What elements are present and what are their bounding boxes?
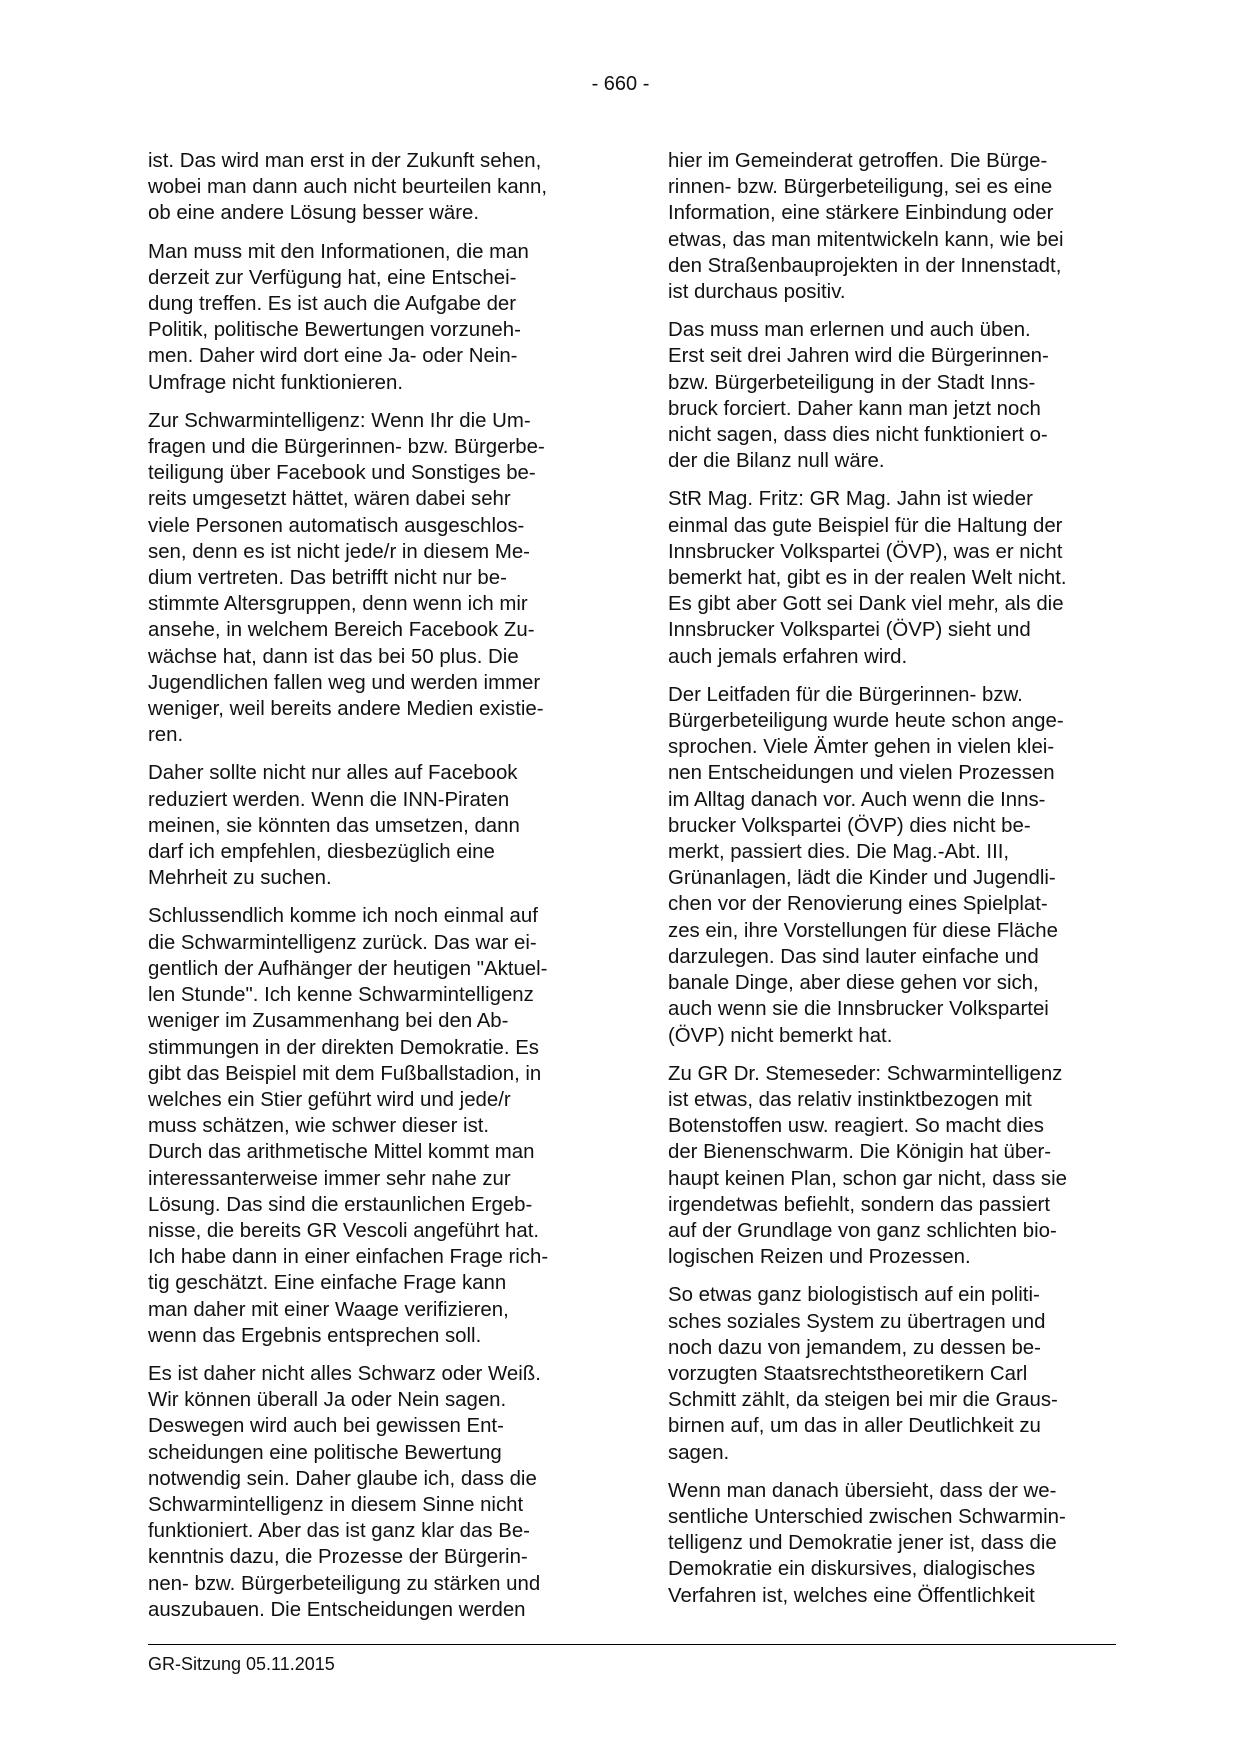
paragraph: Man muss mit den Informationen, die man derzeit zur Verfügung hat, eine Entschei- dung treffen. Es ist auch die Aufgabe der Politik, politische Bewertungen vorzuneh- men. Daher wird dort eine Ja- oder Nein- Umfrage nicht funktionieren. bbox=[148, 240, 529, 394]
paragraph: So etwas ganz biologistisch auf ein politi- sches soziales System zu übertragen und noch dazu von jemandem, zu dessen be- vorzugten Staatsrechtstheoretikern Carl Schmitt zählt, da steigen bei mir die Graus- birnen auf, um das in aller Deutlichkeit zu sagen. bbox=[668, 1284, 1058, 1464]
paragraph: StR Mag. Fritz: GR Mag. Jahn ist wieder einmal das gute Beispiel für die Haltung der Innsbrucker Volkspartei (ÖVP), was er nicht bemerkt hat, gibt es in der realen Welt nicht. Es gibt aber Gott sei Dank viel mehr, als die Innsbrucker Volkspartei (ÖVP) sieht und auch jemals erfahren wird. bbox=[668, 488, 1067, 668]
paragraph: Zur Schwarmintelligenz: Wenn Ihr die Um- fragen und die Bürgerinnen- bzw. Bürgerbe- teiligung über Facebook und Sonstiges be- reits umgesetzt hättet, wären dabei sehr viele Personen automatisch ausgeschlos- sen, denn es ist nicht jede/r in diesem Me- dium vertreten. Das betrifft nicht nur be- stimmte Altersgruppen, denn wenn ich mir ansehe, in welchem Bereich Facebook Zu- wächse hat, dann ist das bei 50 plus. Die Jugendlichen fallen weg und werden immer weniger, weil bereits andere Medien existie- ren. bbox=[148, 409, 545, 747]
paragraph: Zu GR Dr. Stemeseder: Schwarmintelligenz ist etwas, das relativ instinktbezogen mit Botenstoffen usw. reagiert. So macht dies der Bienenschwarm. Die Königin hat über- haupt keinen Plan, schon gar nicht, dass sie irgendetwas befiehlt, sondern das passiert auf der Grundlage von ganz schlichten bio- logischen Reizen und Prozessen. bbox=[668, 1062, 1068, 1269]
left-text-column bbox=[148, 148, 603, 1635]
paragraph: Das muss man erlernen und auch üben. Erst seit drei Jahren wird die Bürgerinnen- bzw. Bürgerbeteiligung in der Stadt Inns- bruck forciert. Daher kann man jetzt noch nicht sagen, dass dies nicht funktioniert o- der die Bilanz null wäre. bbox=[668, 319, 1049, 473]
paragraph: Der Leitfaden für die Bürgerinnen- bzw. Bürgerbeteiligung wurde heute schon ange- sprochen. Viele Ämter gehen in vielen klei- nen Entscheidungen und vielen Prozessen im Alltag danach vor. Auch wenn die Inns- brucker Volkspartei (ÖVP) dies nicht be- merkt, passiert dies. Die Mag.-Abt. III, Grünanlagen, lädt die Kinder und Jugendli- chen vor der Renovierung eines Spielplat- zes ein, ihre Vorstellungen für diese Fläche darzulegen. Das sind lauter einfache und banale Dinge, aber diese gehen vor sich, auch wenn sie die Innsbrucker Volkspartei (ÖVP) nicht bemerkt hat. bbox=[668, 683, 1064, 1047]
paragraph: Daher sollte nicht nur alles auf Facebook reduziert werden. Wenn die INN-Piraten meinen, sie könnten das umsetzen, dann darf ich empfehlen, diesbezüglich eine Mehrheit zu suchen. bbox=[148, 762, 520, 890]
footer-divider bbox=[148, 1644, 1116, 1645]
right-text-column bbox=[668, 148, 1123, 1621]
paragraph: Wenn man danach übersieht, dass der we- sentliche Unterschied zwischen Schwarmin- telligenz und Demokratie jener ist, dass die Demokratie ein diskursives, dialogisches Verfahren ist, welches eine Öffentlichkeit bbox=[668, 1479, 1066, 1607]
footer-session-date: GR-Sitzung 05.11.2015 bbox=[148, 1654, 335, 1674]
paragraph: ist. Das wird man erst in der Zukunft sehen, wobei man dann auch nicht beurteilen kann, ob eine andere Lösung besser wäre. bbox=[148, 150, 548, 225]
paragraph: Schlussendlich komme ich noch einmal auf die Schwarmintelligenz zurück. Das war ei- gentlich der Aufhänger der heutigen "Aktuel- len Stunde". Ich kenne Schwarmintelligenz weniger im Zusammenhang bei den Ab- stimmungen in der direkten Demokratie. Es gibt das Beispiel mit dem Fußballstadion, in welches ein Stier geführt wird und jede/r muss schätzen, wie schwer dieser ist. Durch das arithmetische Mittel kommt man interessanterweise immer sehr nahe zur Lösung. Das sind die erstaunlichen Ergeb- nisse, die bereits GR Vescoli angeführt hat. Ich habe dann in einer einfachen Frage rich- tig geschätzt. Eine einfache Frage kann man daher mit einer Waage verifizieren, wenn das Ergebnis entsprechen soll. bbox=[148, 905, 549, 1347]
paragraph: Es ist daher nicht alles Schwarz oder Weiß. Wir können überall Ja oder Nein sagen. Deswegen wird auch bei gewissen Ent- scheidungen eine politische Bewertung notwendig sein. Daher glaube ich, dass die Schwarmintelligenz in diesem Sinne nicht funktioniert. Aber das ist ganz klar das Be- kenntnis dazu, die Prozesse der Bürgerin- nen- bzw. Bürgerbeteiligung zu stärken und auszubauen. Die Entscheidungen werden bbox=[148, 1362, 541, 1621]
paragraph: hier im Gemeinderat getroffen. Die Bürge- rinnen- bzw. Bürgerbeteiligung, sei es eine Information, eine stärkere Einbindung oder etwas, das man mitentwickeln kann, wie bei den Straßenbauprojekten in der Innenstadt, ist durchaus positiv. bbox=[668, 150, 1064, 304]
page-number: - 660 - bbox=[591, 73, 650, 95]
